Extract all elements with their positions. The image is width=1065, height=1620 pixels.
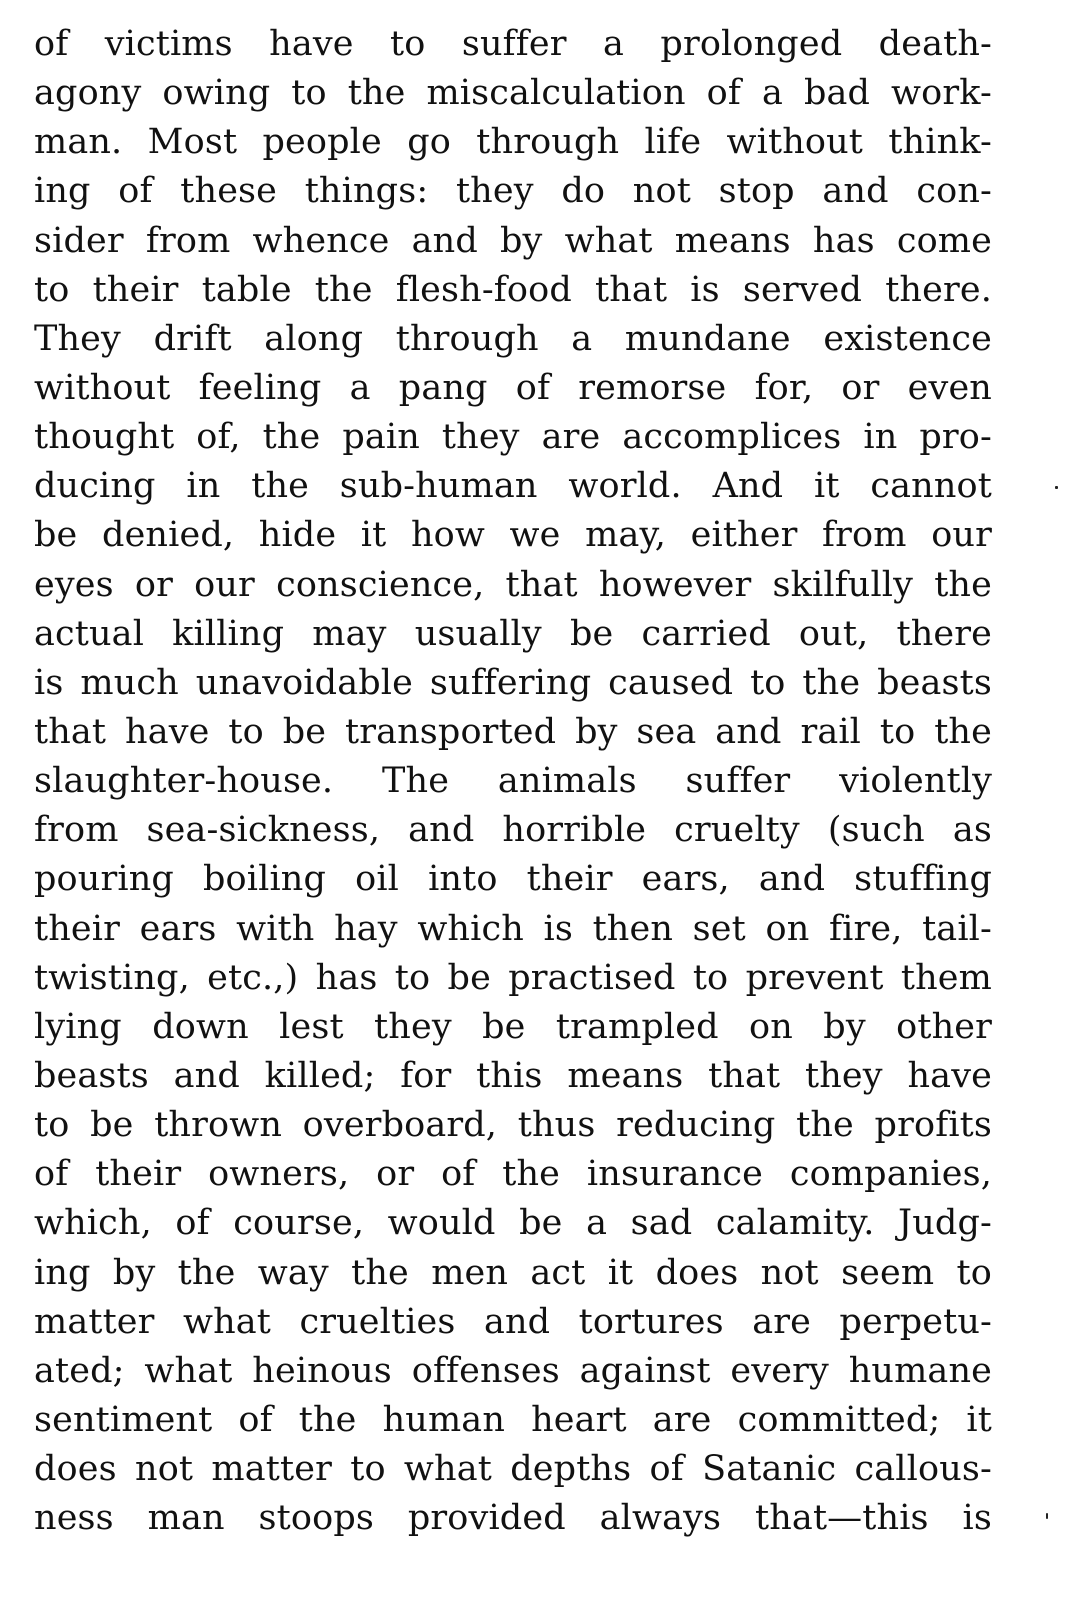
text-line: which, of course, would be a sad calamity. Judg- xyxy=(34,1203,992,1244)
text-line: from sea-sickness, and horrible cruelty (such as xyxy=(34,810,992,851)
text-line: to their table the flesh-food that is served there. xyxy=(34,269,992,310)
text-line: sentiment of the human heart are committed; it xyxy=(34,1399,992,1440)
text-line: beasts and killed; for this means that they have xyxy=(34,1055,992,1096)
text-line: be denied, hide it how we may, either from our xyxy=(34,515,992,556)
text-line: man. Most people go through life without think- xyxy=(34,122,992,163)
text-line: eyes or our conscience, that however skilfully the xyxy=(34,564,992,605)
text-line: matter what cruelties and tortures are perpetu- xyxy=(34,1301,992,1342)
text-line: is much unavoidable suffering caused to the beasts xyxy=(34,662,992,703)
text-line: ducing in the sub-human world. And it cannot xyxy=(34,466,992,507)
text-line: of their owners, or of the insurance companies, xyxy=(34,1154,992,1195)
text-line: thought of, the pain they are accomplices in pro- xyxy=(34,417,992,458)
text-line: their ears with hay which is then set on fire, tail- xyxy=(34,908,992,949)
text-line: agony owing to the miscalculation of a bad work- xyxy=(34,73,992,114)
text-line: ated; what heinous offenses against every humane xyxy=(34,1350,992,1391)
text-line: without feeling a pang of remorse for, or even xyxy=(34,367,992,408)
text-line: ing by the way the men act it does not seem to xyxy=(34,1252,992,1293)
text-line: ing of these things: they do not stop and con- xyxy=(34,171,992,212)
margin-speck xyxy=(1046,1513,1048,1519)
text-line: of victims have to suffer a prolonged death- xyxy=(34,24,992,64)
text-line: pouring boiling oil into their ears, and stuffing xyxy=(34,859,992,900)
text-line: does not matter to what depths of Satanic callous- xyxy=(34,1449,992,1490)
margin-speck xyxy=(1055,486,1058,489)
text-line: ness man stoops provided always that—this is xyxy=(34,1498,992,1539)
text-line: lying down lest they be trampled on by other xyxy=(34,1006,992,1047)
text-line: twisting, etc.,) has to be practised to prevent them xyxy=(34,957,992,998)
text-line: slaughter-house. The animals suffer violently xyxy=(34,761,992,802)
body-text xyxy=(34,20,992,1543)
text-line: They drift along through a mundane existence xyxy=(34,318,992,359)
text-line: sider from whence and by what means has come xyxy=(34,220,992,261)
text-line: that have to be transported by sea and rail to the xyxy=(34,711,992,752)
text-line: actual killing may usually be carried out, there xyxy=(34,613,992,654)
text-line: to be thrown overboard, thus reducing the profits xyxy=(34,1105,992,1146)
